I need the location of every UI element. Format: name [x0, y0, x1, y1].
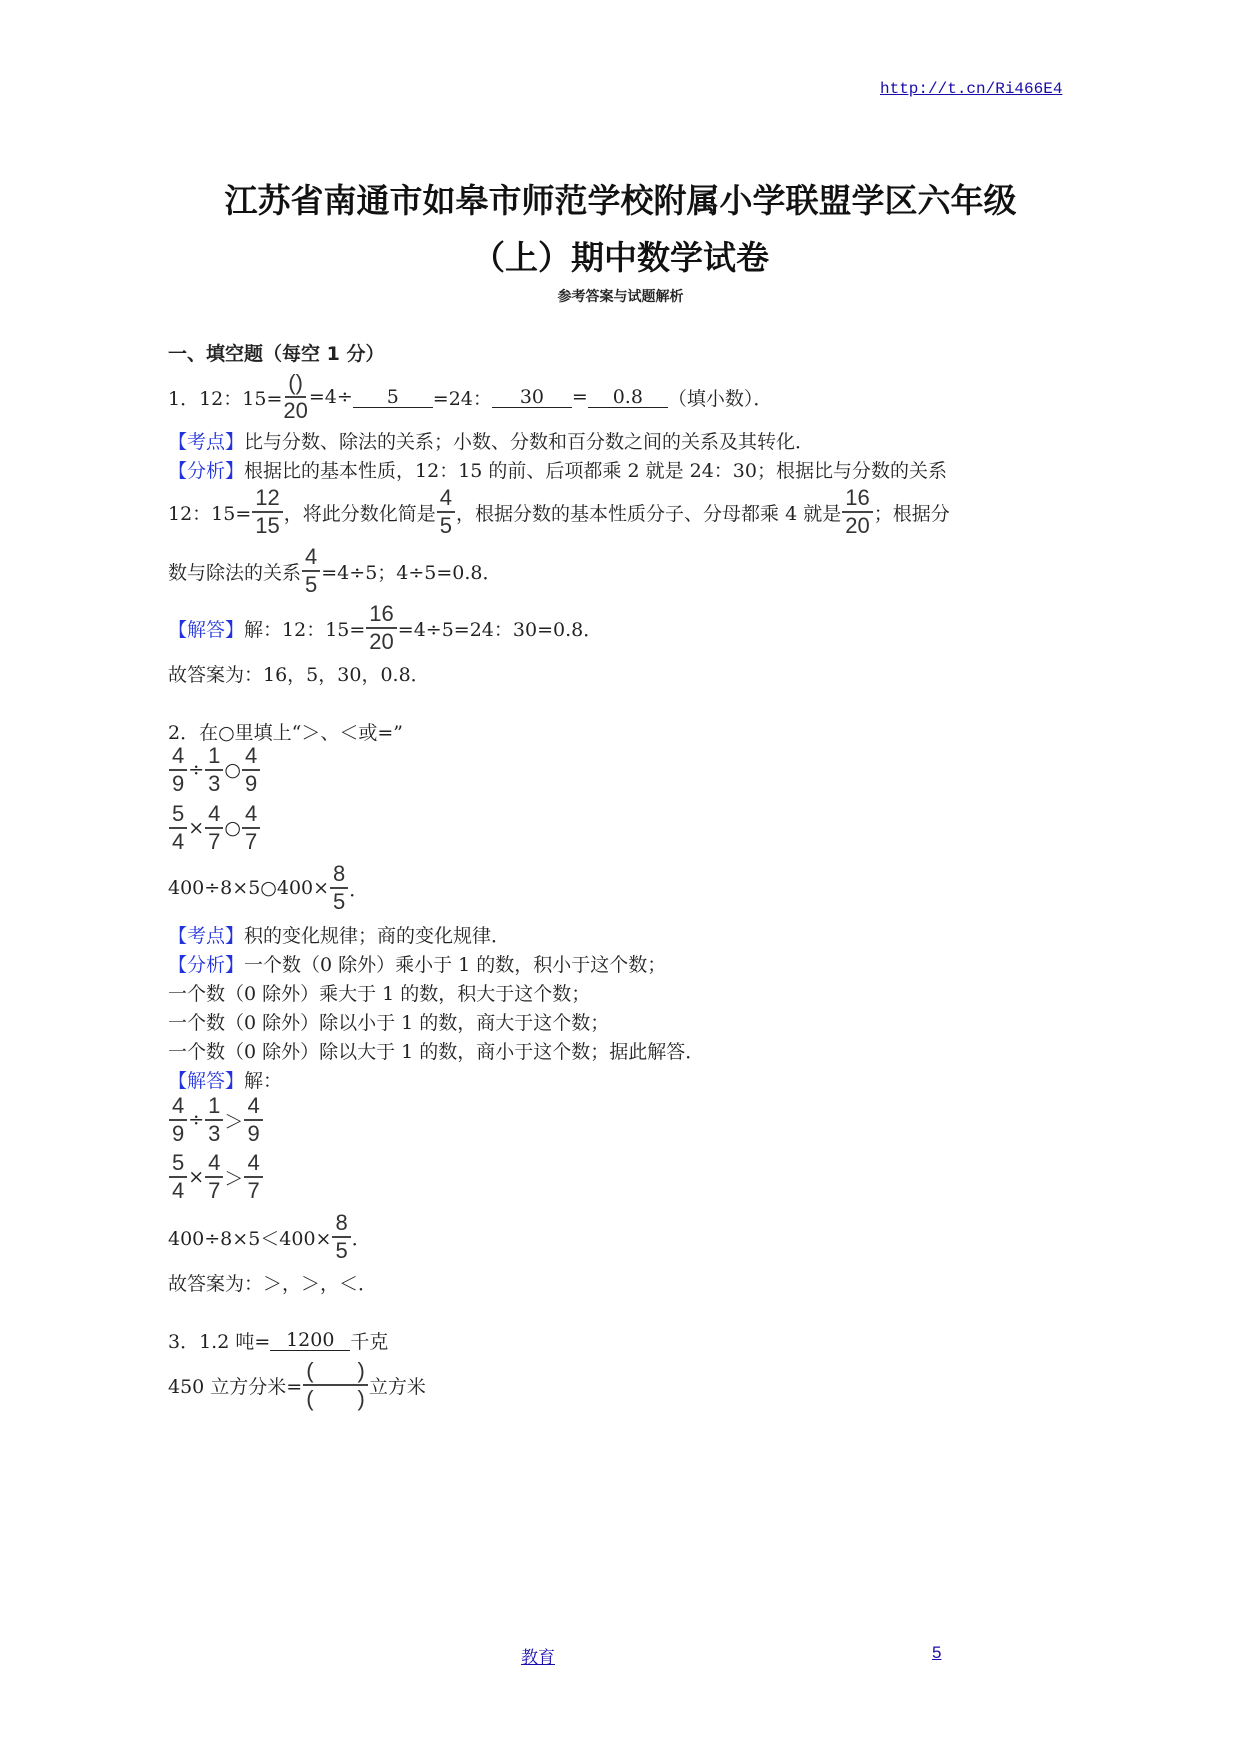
text: ，将此分数化简是 [283, 502, 436, 525]
fraction [169, 801, 187, 855]
header-link[interactable]: http://t.cn/Ri466E4 [880, 80, 1063, 98]
numerator: 4 [242, 743, 260, 771]
page-title-line2: （上）期中数学试卷 [472, 238, 769, 277]
text: （填小数）． [667, 387, 773, 410]
denominator: 5 [305, 572, 318, 597]
text: × [188, 817, 205, 839]
page-title-line1: 江苏省南通市如皋市师范学校附属小学联盟学区六年级 [224, 181, 1017, 220]
text: 一个数（0 除外）乘小于 1 的数，积小于这个数； [244, 953, 667, 976]
denominator: 20 [283, 398, 308, 423]
section-tag: 【分析】 [168, 459, 245, 482]
answer-blank: 0.8 [588, 387, 668, 408]
page-number[interactable]: 5 [932, 1643, 942, 1662]
text: 解：12：15= [244, 618, 366, 641]
denominator: 3 [208, 771, 221, 796]
text-line [168, 798, 261, 858]
footer-link[interactable]: 教育 [521, 1648, 555, 1668]
denominator: 5 [335, 1238, 348, 1263]
denominator: 7 [208, 1178, 221, 1203]
text: ＞ [224, 1167, 244, 1190]
text: × [188, 1166, 205, 1188]
denominator: 7 [208, 829, 221, 854]
section-heading: 一、填空题（每空 1 分） [168, 342, 385, 365]
numerator: 4 [437, 485, 455, 513]
denominator: 15 [255, 513, 280, 538]
fraction [169, 1093, 187, 1147]
text: 400÷8×5○400× [168, 877, 330, 899]
text: =4÷5；4÷5=0.8． [321, 561, 502, 584]
fraction [242, 743, 260, 797]
denominator: 9 [172, 771, 185, 796]
text: 一个数（0 除外）乘大于 1 的数，积大于这个数； [168, 982, 591, 1005]
fraction [205, 1093, 223, 1147]
page-subtitle: 参考答案与试题解析 [557, 289, 684, 305]
text-line [168, 1252, 377, 1312]
numerator: 4 [302, 544, 320, 572]
text: 千克 [350, 1330, 389, 1353]
denominator: 3 [208, 1121, 221, 1146]
text: 450 立方分米= [168, 1375, 303, 1398]
numerator: 5 [169, 1150, 187, 1178]
text: ÷ [188, 1109, 205, 1131]
numerator: 1 [205, 743, 223, 771]
text: 积的变化规律；商的变化规律． [244, 924, 511, 947]
text-line [168, 643, 430, 703]
text-line [168, 1147, 264, 1207]
text: ÷ [188, 759, 205, 781]
numerator: 4 [169, 1093, 187, 1121]
fraction [244, 1150, 262, 1204]
text: =4÷ [308, 386, 353, 408]
fraction [302, 544, 320, 598]
text: 一个数（0 除外）除以大于 1 的数，商小于这个数；据此解答． [168, 1040, 705, 1063]
numerator: 16 [842, 485, 872, 513]
denominator: 5 [439, 513, 453, 538]
text: 解： [244, 1069, 283, 1092]
numerator: () [285, 370, 306, 398]
numerator: 8 [332, 1210, 350, 1238]
denominator: 5 [333, 889, 346, 914]
text: 1．12：15= [168, 387, 283, 410]
text: 比与分数、除法的关系；小数、分数和百分数之间的关系及其转化． [244, 430, 815, 453]
numerator: 12 [252, 485, 282, 513]
numerator: 5 [169, 801, 187, 829]
text: 根据比的基本性质，12：15 的前、后项都乘 2 就是 24：30；根据比与分数的关系 [244, 459, 947, 482]
denominator: 20 [369, 629, 394, 654]
section-tag: 【解答】 [168, 618, 245, 641]
fraction [169, 1150, 187, 1204]
numerator: 1 [205, 1093, 223, 1121]
section-tag: 【解答】 [168, 1069, 245, 1092]
fraction [169, 743, 187, 797]
text: ． [351, 1227, 371, 1250]
numerator: 4 [205, 801, 223, 829]
text: 一个数（0 除外）除以小于 1 的数，商大于这个数； [168, 1011, 610, 1034]
text-line [168, 1355, 426, 1415]
denominator: ( ) [306, 1386, 365, 1411]
text: ○ [224, 817, 242, 839]
text: 故答案为：＞，＞，＜． [168, 1272, 378, 1295]
numerator: 8 [330, 861, 348, 889]
text: 数与除法的关系 [168, 561, 302, 584]
numerator: 16 [366, 601, 396, 629]
text: 400÷8×5＜400× [168, 1227, 332, 1250]
fraction [303, 1358, 368, 1412]
answer-blank: 1200 [270, 1330, 350, 1351]
denominator: 9 [247, 1121, 260, 1146]
numerator: 4 [169, 743, 187, 771]
numerator: 4 [244, 1150, 262, 1178]
section-tag: 【考点】 [168, 924, 245, 947]
text: ，根据分数的基本性质分子、分母都乘 4 就是 [456, 502, 842, 525]
answer-blank: 5 [353, 387, 433, 408]
denominator: 20 [845, 513, 870, 538]
fraction [205, 743, 223, 797]
text: =4÷5=24：30=0.8． [397, 618, 603, 641]
fraction [437, 485, 455, 539]
text: 立方米 [368, 1375, 426, 1398]
text: ． [349, 878, 369, 901]
numerator: 4 [244, 1093, 262, 1121]
answer-blank: 30 [492, 387, 572, 408]
text: = [571, 386, 588, 408]
text-line [168, 1090, 264, 1150]
text-line [168, 482, 950, 542]
text: ＞ [224, 1110, 244, 1133]
denominator: 9 [172, 1121, 185, 1146]
fraction [205, 1150, 223, 1204]
denominator: 7 [245, 829, 258, 854]
text-line [168, 541, 502, 601]
numerator: ( ) [303, 1358, 368, 1386]
numerator: 4 [205, 1150, 223, 1178]
fraction [205, 801, 223, 855]
text: =24： [432, 387, 492, 410]
text: 故答案为：16，5，30，0.8． [168, 663, 430, 686]
section-tag: 【考点】 [168, 430, 245, 453]
fraction [842, 485, 872, 539]
numerator: 4 [242, 801, 260, 829]
denominator: 9 [245, 771, 258, 796]
denominator: 4 [172, 829, 185, 854]
denominator: 7 [247, 1178, 260, 1203]
text: 3．1.2 吨= [168, 1330, 271, 1353]
text: ；根据分 [873, 502, 950, 525]
text-line [168, 740, 261, 800]
text: 12：15= [168, 502, 252, 525]
fraction [252, 485, 282, 539]
text: 2．在○里填上“＞、＜或=” [168, 721, 404, 744]
fraction [242, 801, 260, 855]
text: ○ [224, 759, 242, 781]
fraction [244, 1093, 262, 1147]
denominator: 4 [172, 1178, 185, 1203]
section-tag: 【分析】 [168, 953, 245, 976]
